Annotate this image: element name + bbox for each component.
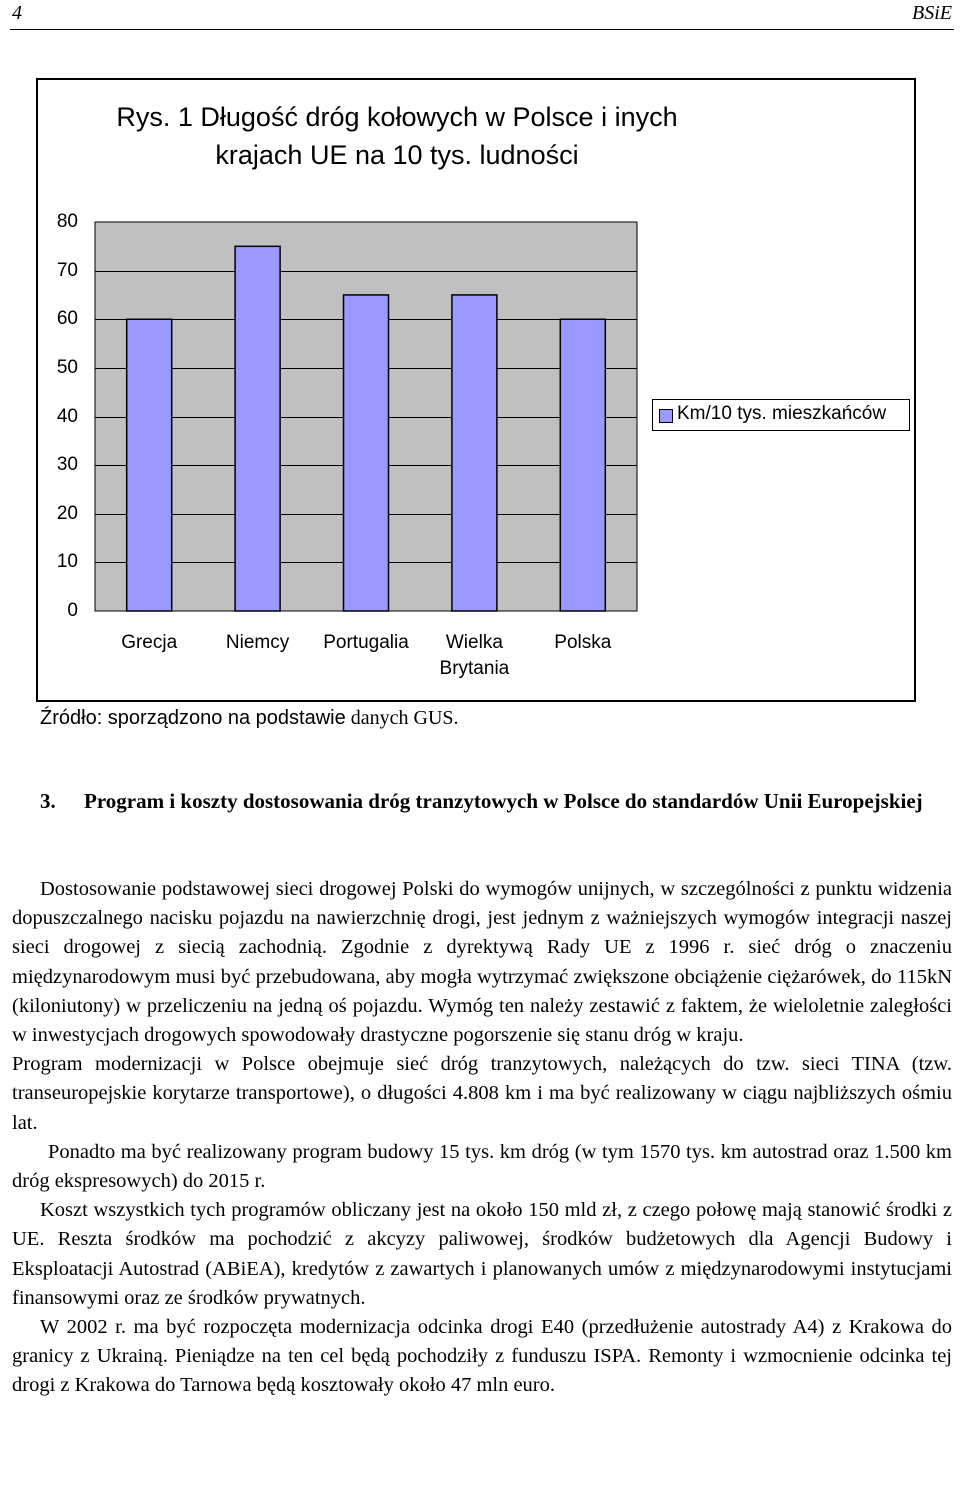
y-tick-label: 80	[56, 211, 78, 232]
x-tick-label: Grecja	[121, 632, 178, 653]
bar	[560, 319, 605, 611]
bar	[452, 295, 497, 611]
bar	[127, 319, 172, 611]
paragraph: Dostosowanie podstawowej sieci drogowej Polski do wymogów unijnych, w szczególności z punktu widzenia dopuszczalnego nacisku pojazdu na nawierzchnię drogi, jest jednym z ważniejszych wymogów integracji naszej sieci drogowej z siecią zachodnią. Zgodnie z dyrektywą Rady UE z 1996 r. sieć dróg o znaczeniu międzynarodowym musi być przebudowana, aby mogła wytrzymać zwiększone obciążenie ciężarówek, do 115kN (kiloniutony) w przeliczeniu na jedną oś pojazdu. Wymóg ten należy zestawić z faktem, że wieloletnie zaległości w inwestycjach drogowych spowodowały drastyczne pogorszenie się stanu dróg w kraju.	[12, 878, 952, 1047]
chart-legend	[652, 399, 910, 431]
section-title: Program i koszty dostosowania dróg tranzytowych w Polsce do standardów Unii Europejskiej	[84, 789, 923, 813]
chart-title-line: Rys. 1 Długość dróg kołowych w Polsce i inych	[116, 102, 678, 132]
y-tick-label: 0	[67, 600, 78, 621]
paragraph: Koszt wszystkich tych programów obliczany jest na około 150 mld zł, z czego połowę mają stanowić środki z UE. Reszta środków ma pochodzić z akcyzy paliwowej, środków budżetowych dla Agencji Budowy i Eksploatacji Autostrad (ABiEA), kredytów z zawartych i planowanych umów z międzynarodowymi instytucjami finansowymi oraz ze środków prywatnych.	[12, 1199, 952, 1309]
chart-title-line: krajach UE na 10 tys. ludności	[215, 140, 579, 170]
legend-label: Km/10 tys. mieszkańców	[677, 403, 887, 424]
y-tick-label: 20	[56, 502, 78, 524]
bar-chart	[0, 0, 960, 720]
bar	[344, 295, 389, 611]
source-note	[40, 707, 459, 730]
source-note-prefix: Źródło: sporządzono na podstawie	[40, 707, 346, 729]
x-tick-label: Portugalia	[323, 632, 409, 653]
x-tick-label: Wielka Brytania	[439, 632, 510, 679]
body-text	[12, 875, 952, 1401]
y-tick-label: 40	[56, 405, 78, 427]
section-heading	[12, 786, 952, 817]
journal-name: BSiE	[912, 2, 952, 24]
y-tick-label: 10	[56, 551, 78, 573]
section-number: 3.	[40, 789, 56, 813]
paragraph: Program modernizacji w Polsce obejmuje sieć dróg tranzytowych, należących do tzw. sieci TINA (tzw. transeuropejskie korytarze transportowe), o długości 4.808 km i ma być realizowany w ciągu najbliższych ośmiu lat.	[12, 1053, 952, 1134]
y-tick-label: 60	[56, 308, 78, 330]
y-tick-label: 50	[56, 356, 78, 378]
legend-swatch	[659, 409, 673, 423]
paragraph: Ponadto ma być realizowany program budowy 15 tys. km dróg (w tym 1570 tys. km autostrad oraz 1.500 km dróg ekspresowych) do 2015 r.	[12, 1140, 952, 1193]
paragraph: W 2002 r. ma być rozpoczęta modernizacja odcinka drogi E40 (przedłużenie autostrady A4) z Krakowa do granicy z Ukrainą. Pieniądze na ten cel będą pochodziły z funduszu ISPA. Remonty i wzmocnienie odcinka tej drogi z Krakowa do Tarnowa będą kosztowały około 47 mln euro.	[12, 1316, 952, 1397]
bar	[235, 246, 280, 611]
y-tick-label: 30	[56, 454, 78, 476]
source-note-suffix: danych GUS.	[350, 707, 459, 729]
y-tick-label: 70	[56, 259, 78, 281]
x-tick-label: Niemcy	[225, 632, 290, 653]
x-tick-label: Polska	[554, 632, 612, 653]
page-number: 4	[12, 2, 22, 24]
